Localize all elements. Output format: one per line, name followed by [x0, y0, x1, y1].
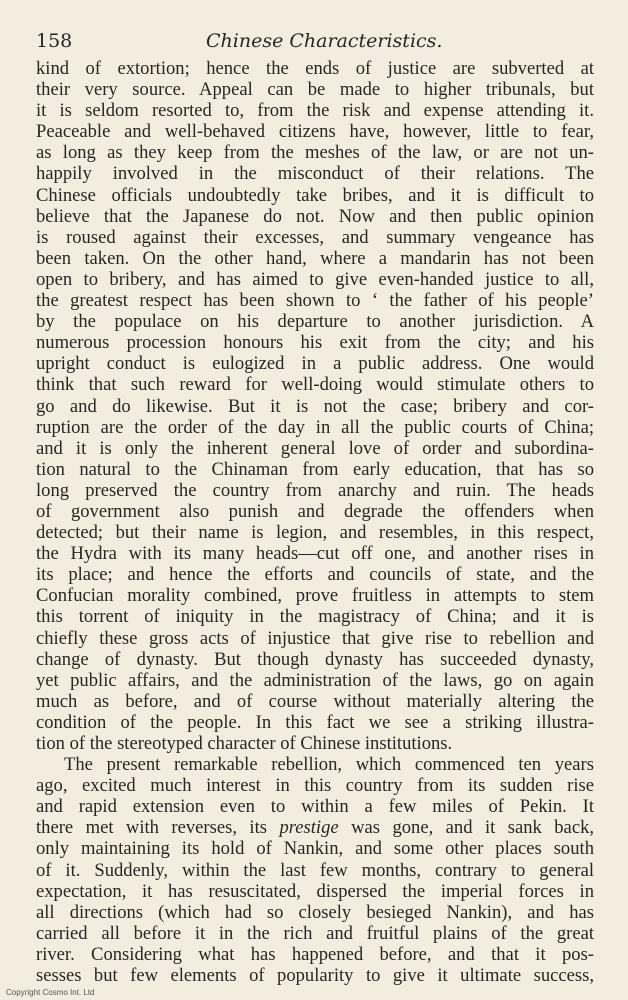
text-line: is roused against their excesses, and summary vengeance has	[36, 226, 594, 248]
text-line: upright conduct is eulogized in a public address. One would	[36, 353, 594, 375]
text-line: by the populace on his departure to another jurisdiction. A	[36, 311, 594, 333]
text-line: believe that the Japanese do not. Now and then public opinion	[36, 205, 594, 227]
text-line: its place; and hence the efforts and councils of state, and the	[36, 564, 594, 586]
text-line: been taken. On the other hand, where a mandarin has not been	[36, 247, 594, 269]
text-segment: was gone, and it sank back,	[338, 817, 595, 839]
text-line: The present remarkable rebellion, which commenced ten years	[64, 754, 594, 776]
text-line: tion of the stereotyped character of Chinese institutions.	[36, 733, 453, 754]
text-line: open to bribery, and has aimed to give even-handed justice to all,	[36, 268, 594, 290]
paragraph-2	[36, 754, 594, 986]
paragraph-1	[36, 58, 594, 754]
text-line: river. Considering what has happened before, and that it pos-	[36, 943, 594, 965]
text-line: yet public affairs, and the administration of the laws, go on again	[36, 669, 594, 691]
running-title: Chinese Characteristics.	[206, 30, 443, 52]
page-number: 158	[36, 30, 73, 52]
text-line: sesses but few elements of popularity to give it ultimate success,	[36, 965, 594, 987]
text-line: it is seldom resorted to, from the risk and expense attending it.	[36, 100, 594, 122]
text-line: carried all before it in the rich and fruitful plains of the great	[36, 922, 594, 944]
text-line: Chinese officials undoubtedly take bribes, and it is difficult to	[36, 184, 594, 206]
text-line: kind of extortion; hence the ends of justice are subverted at	[36, 58, 594, 79]
text-line: chiefly these gross acts of injustice that give rise to rebellion and	[36, 627, 594, 649]
text-line: expectation, it has resuscitated, dispersed the imperial forces in	[36, 880, 594, 902]
text-line: all directions (which had so closely besieged Nankin), and has	[36, 901, 594, 923]
text-line: think that such reward for well-doing would stimulate others to	[36, 374, 594, 396]
page-header	[36, 24, 594, 54]
text-line: only maintaining its hold of Nankin, and some other places south	[36, 838, 594, 860]
text-line: Peaceable and well-behaved citizens have, however, little to fear,	[36, 121, 594, 143]
text-line: and it is only the inherent general love of order and subordina-	[36, 437, 594, 459]
text-line: ago, excited much interest in this country from its sudden rise	[36, 775, 594, 797]
text-line: go and do likewise. But it is not the case; bribery and cor-	[36, 395, 594, 417]
text-line	[36, 817, 594, 838]
text-line: ruption are the order of the day in all the public courts of China;	[36, 416, 594, 438]
text-line: their very source. Appeal can be made to higher tribunals, but	[36, 79, 594, 101]
text-line: and rapid extension even to within a few miles of Pekin. It	[36, 796, 594, 818]
text-line: much as before, and of course without materially altering the	[36, 690, 594, 712]
text-line: Confucian morality combined, prove fruitless in attempts to stem	[36, 585, 594, 607]
italic-word: prestige	[279, 817, 339, 839]
text-line: happily involved in the misconduct of their relations. The	[36, 163, 594, 185]
copyright-notice: Copyright Cosmo Int. Ltd	[6, 988, 95, 997]
body-text	[36, 58, 594, 986]
text-line: the Hydra with its many heads—cut off one, and another rises in	[36, 543, 594, 565]
text-line: numerous procession honours his exit from the city; and his	[36, 332, 594, 354]
text-line: tion natural to the Chinaman from early education, that has so	[36, 458, 594, 480]
text-line: this torrent of iniquity in the magistracy of China; and it is	[36, 606, 594, 628]
text-segment: there met with reverses, its	[36, 817, 280, 839]
text-line: long preserved the country from anarchy and ruin. The heads	[36, 479, 594, 501]
text-line: of it. Suddenly, within the last few months, contrary to general	[36, 859, 594, 881]
text-line: change of dynasty. But though dynasty has succeeded dynasty,	[36, 648, 594, 670]
text-line: of government also punish and degrade the offenders when	[36, 500, 594, 522]
text-line: detected; but their name is legion, and resembles, in this respect,	[36, 522, 594, 544]
text-line: as long as they keep from the meshes of the law, or are not un-	[36, 142, 594, 164]
text-line: condition of the people. In this fact we see a striking illustra-	[36, 711, 594, 733]
text-line: the greatest respect has been shown to ‘ the father of his people’	[36, 290, 594, 312]
